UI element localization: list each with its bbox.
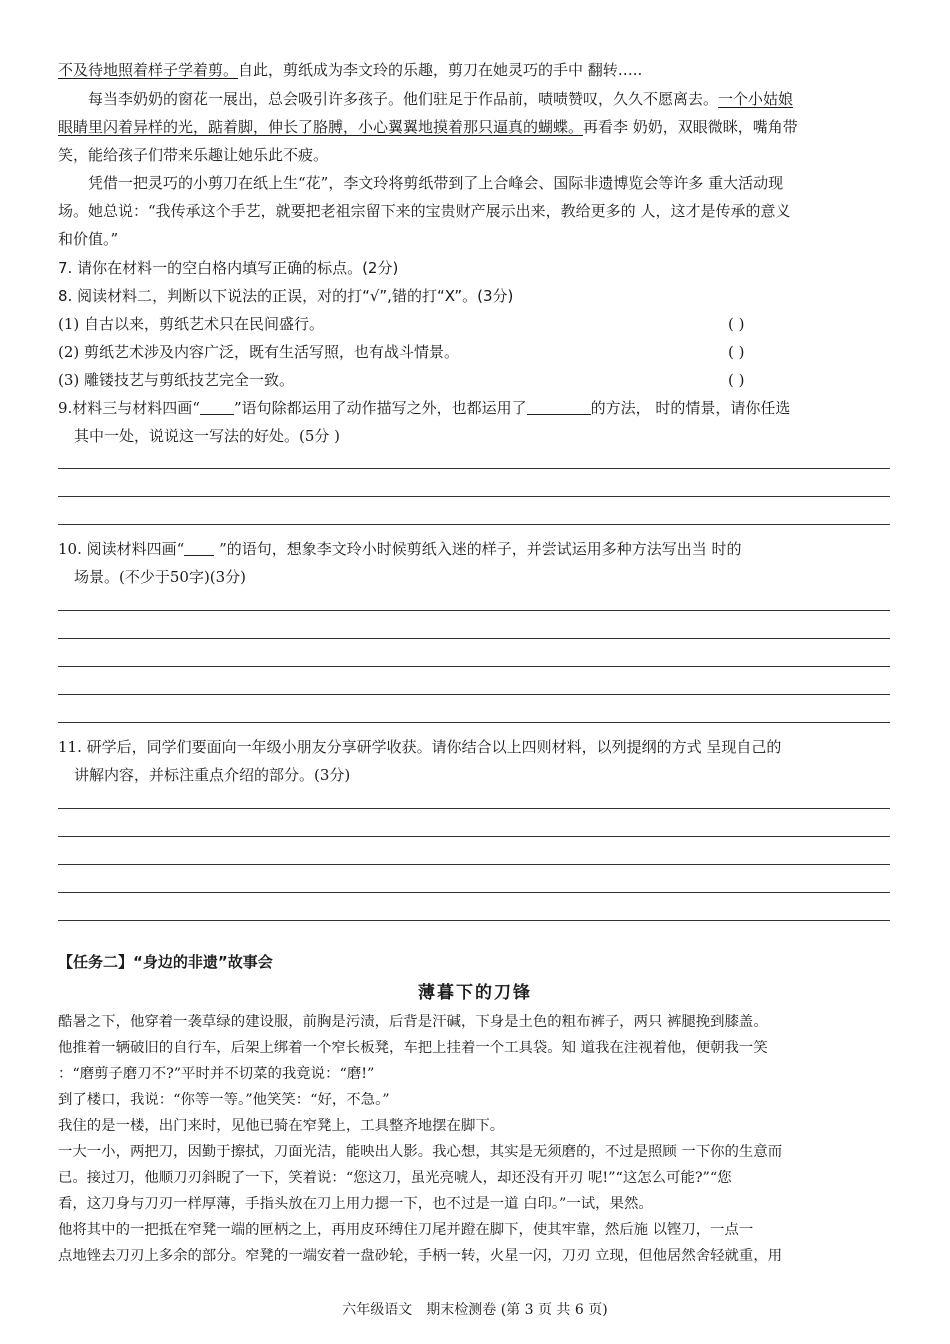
answer-line[interactable] [58,638,890,639]
answer-box-1[interactable]: ( ) [728,315,745,333]
story-line: 我住的是一楼，出门来时，见他已骑在窄凳上，工具整齐地摆在脚下。 [58,1118,505,1134]
material-line-1 [58,60,892,80]
fill-blank[interactable] [184,541,214,556]
question-11-line-1: 11. 研学后，同学们要面向一年级小朋友分享研学收获。请你结合以上四则材料，以列提纲的方式 呈现自己的 [58,738,782,756]
material-line-7: 和价值。” [58,230,119,248]
story-line: 他将其中的一把抵在窄凳一端的匣柄之上，再用皮环缚住刀尾并蹬在脚下，使其牢靠，然后施 以铿刀，一点一 [58,1222,754,1238]
task-2-heading: 【任务二】“身边的非遗”故事会 [58,953,273,971]
story-line: 点地锉去刀刃上多余的部分。窄凳的一端安着一盘砂轮，手柄一转，火星一闪，刀刃 立现，但他居然舍轻就重，用 [58,1248,783,1264]
q8-item-1: (1) 自古以来，剪纸艺术只在民间盛行。 [58,315,325,333]
story-line: 他推着一辆破旧的自行车，后架上绑着一个窄长板凳，车把上挂着一个工具袋。知 道我在注视着他，便朝我一笑 [58,1040,768,1056]
material-line-6: 场。她总说：“我传承这个手艺，就要把老祖宗留下来的宝贵财产展示出来，教给更多的 人，这才是传承的意义 [58,202,791,220]
text: ”语句除都运用了动作描写之外，也都运用了 [233,399,527,417]
story-line: 一大一小，两把刀，因勤于擦拭，刀面光洁，能映出人影。我心想，其实是无须磨的，不过是照顾 一下你的生意而 [58,1144,783,1160]
material-line-3 [58,117,892,137]
answer-line[interactable] [58,836,890,837]
question-9-line-2: 其中一处，说说这一写法的好处。(5分 ) [74,427,341,445]
q8-item-3: (3) 雕镂技艺与剪纸技艺完全一致。 [58,371,295,389]
text: 再看李 奶奶，双眼微眯，嘴角带 [583,118,798,136]
story-line: 已。接过刀，他顺刀刃斜睨了一下，笑着说：“您这刀，虽光亮唬人，却还没有开刃 呢!”“这怎么可能?”“您 [58,1170,732,1186]
story-line: ：“磨剪子磨刀不?”平时并不切菜的我竟说：“磨!” [58,1066,375,1082]
story-line: 酷暑之下，他穿着一袭草绿的建设服，前胸是污渍，后背是汗碱，下身是土色的粗布裤子，两只 裤腿挽到膝盖。 [58,1014,768,1030]
answer-line[interactable] [58,610,890,611]
question-7: 7. 请你在材料一的空白格内填写正确的标点。(2分) [58,259,399,277]
story-line: 到了楼口，我说：“你等一等。”他笑笑：“好，不急。” [58,1092,390,1108]
q8-item-2: (2) 剪纸艺术涉及内容广泛，既有生活写照，也有战斗情景。 [58,343,460,361]
underlined-text: 一个小姑娘 [718,90,794,108]
fill-blank[interactable] [527,400,591,415]
material-line-2 [88,89,892,109]
underlined-text: 不及待地照着样子学着剪。 [58,61,239,79]
answer-box-2[interactable]: ( ) [728,343,745,361]
answer-line[interactable] [58,694,890,695]
question-9-line-1 [58,398,892,418]
story-title: 薄暮下的刀锋 [418,983,532,1003]
question-10-line-1 [58,539,892,559]
answer-line[interactable] [58,496,890,497]
material-line-5: 凭借一把灵巧的小剪刀在纸上生“花”，李文玲将剪纸带到了上合峰会、国际非遗博览会等许多 重大活动现 [88,174,784,192]
answer-line[interactable] [58,864,890,865]
answer-line[interactable] [58,468,890,469]
text: 9.材料三与材料四画“ [58,399,200,417]
text: 10. 阅读材料四画“ [58,540,185,558]
material-line-4: 笑，能给孩子们带来乐趣让她乐此不疲。 [58,146,329,164]
text: ”的语句，想象李文玲小时候剪纸入迷的样子，并尝试运用多种方法写出当 时的 [214,540,742,558]
question-11-line-2: 讲解内容，并标注重点介绍的部分。(3分) [74,766,351,784]
text: 自此，剪纸成为李文玲的乐趣，剪刀在她灵巧的手中 翻转….. [238,61,643,79]
answer-line[interactable] [58,808,890,809]
question-10-line-2: 场景。(不少于50字)(3分) [74,568,247,586]
story-line: 看，这刀身与刀刃一样厚薄，手指头放在刀上用力摁一下，也不过是一道 白印。”一试，果然。 [58,1196,653,1212]
answer-line[interactable] [58,722,890,723]
page-footer: 六年级语文 期末检测卷 (第 3 页 共 6 页) [342,1302,608,1318]
underlined-text: 眼睛里闪着异样的光，踮着脚，伸长了胳膊，小心翼翼地摸着那只逼真的蝴蝶。 [58,118,584,136]
answer-line[interactable] [58,524,890,525]
fill-blank[interactable] [200,400,234,415]
answer-line[interactable] [58,666,890,667]
answer-box-3[interactable]: ( ) [728,371,745,389]
question-8: 8. 阅读材料二，判断以下说法的正误，对的打“√”,错的打“X”。(3分) [58,287,514,305]
answer-line[interactable] [58,920,890,921]
answer-line[interactable] [58,892,890,893]
text: 每当李奶奶的窗花一展出，总会吸引许多孩子。他们驻足于作品前，啧啧赞叹，久久不愿离去。 [88,90,719,108]
text: 的方法， 时的情景，请你任选 [590,399,791,417]
